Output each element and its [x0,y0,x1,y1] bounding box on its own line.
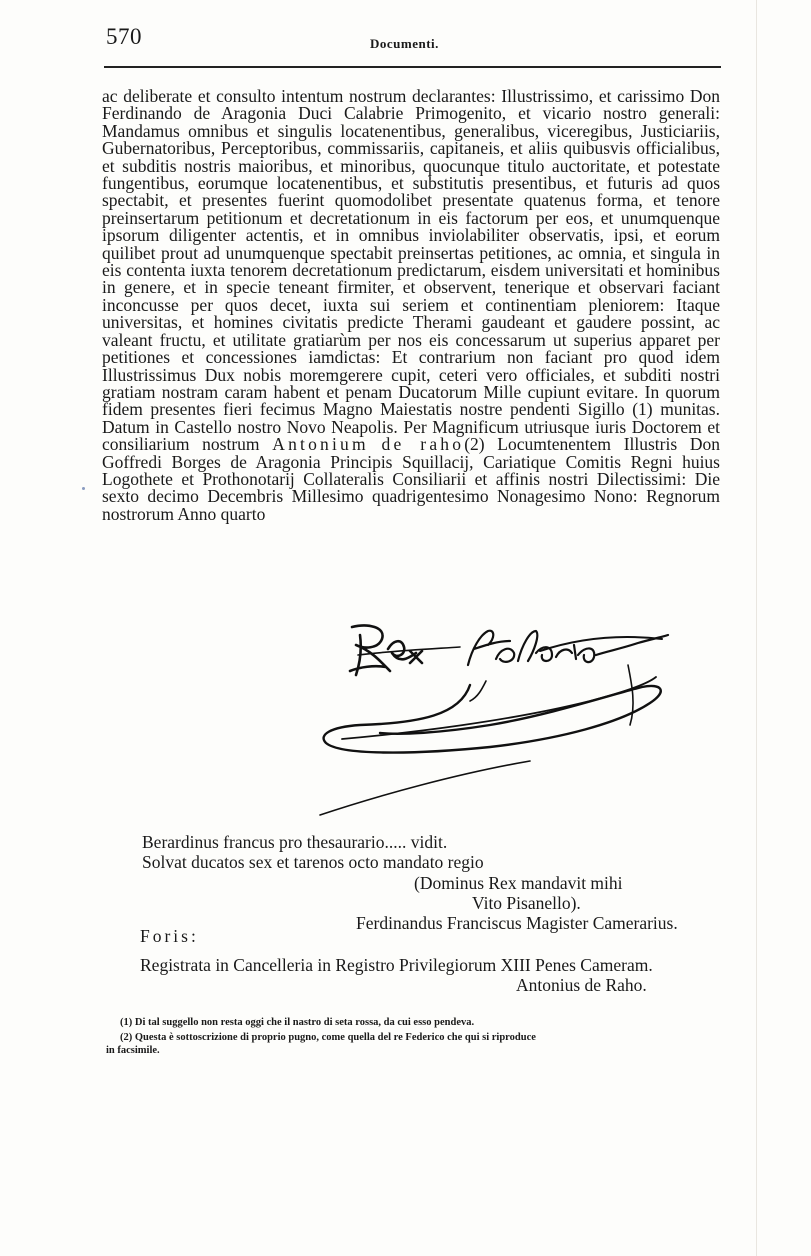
closing-line-pisanello: Vito Pisanello). [472,893,581,913]
body-paragraph: ac deliberate et consulto intentum nostrum declarantes: Illustrissimo, et carissimo Don Ferdinando de Aragonia Duci Calabrie Primogenito, et vicario nostro generali: Mandamus omnibus et singulis locatenentibus, generalibus, viceregibus, Justiciariis, Gubernatoribus, Perceptoribus, commissariis, capitaneis, et aliis quibusvis officialibus, et subditis nostris maioribus, et minoribus, quocunque titulo auctoritate, et potestate fungentibus, eorumque locatenentibus, et substitutis presentibus, et futuris ad quos spectabit, et presentes fuerint quomodolibet presentate quatenus forma, et tenore preinsertarum petitionum et decretationum in eis factorum per eos, et unumquenque ipsorum diligenter actentis, et in omnibus inviolabiliter observatis, ipsi, et eorum quilibet prout ad unumquenque spectabit preinsertas petitiones, ac omnia, et singula in eis contenta iuxta tenorem decretationum predictarum, eisdem universitati et hominibus in genere, et in specie teneant firmiter, et observent, tenerique et observari faciant inconcusse per quos decet, iuxta sui seriem et continentiam pleniorem: Itaque universitas, et homines civitatis predicte Therami gaudeant et gaudere possint, ac valeant fructu, et utilitate gratiarùm per nos eis concessarum ut superius apparet per petitiones et concessiones iamdictas: Et contrarium non faciant pro quod idem Illustrissimus Dux nobis moremgerere cupit, ceteri vero officiales, et subditi nostri gratiam nostram caram habent et penam Ducatorum Mille cupiunt evitare. In quorum fidem presentes fieri fecimus Magno Maiestatis nostre pendenti Sigillo (1) munitas. Datum in Castello nostro Novo Neapolis. Per Magnificum utriusque iuris Doctorem et consiliarium nostrum [102,86,720,455]
spaced-name-de-raho: de raho [381,434,465,455]
footnote-1: (1) Di tal suggello non resta oggi che il nastro di seta rossa, da cui esso pendeva. [120,1017,475,1028]
running-head: Documenti. [370,36,439,51]
page-edge [756,0,757,1256]
closing-line-solvat: Solvat ducatos sex et tarenos octo mandato regio [142,852,484,872]
document-body [102,88,720,523]
foris-label: Foris: [140,926,199,946]
closing-line-dominus-rex: (Dominus Rex mandavit mihi [414,873,623,893]
royal-signature-facsimile [290,605,710,830]
spaced-name-antonium: Antonium [272,434,369,455]
footnote-2-continued: in facsimile. [106,1045,160,1056]
closing-line-antonius: Antonius de Raho. [516,975,647,995]
margin-dot [82,487,85,490]
body-paragraph-continued: (2) Locumtenentem Illustris Don Goffredi Borges de Aragonia Principis Squillacij, Cariatique Comitis Regni huius Logothete et Prothonotarij Collateralis Consiliarii et affinis nostri Dilectissimi: Die sexto decimo Decembris Millesimo quadrigentesimo Nonagesimo Nono: Regnorum nostrorum Anno quarto [102,434,720,524]
closing-line-registrata: Registrata in Cancelleria in Registro Privilegiorum XIII Penes Cameram. [140,955,653,975]
header-rule [104,66,721,68]
footnote-2: (2) Questa è sottoscrizione di proprio pugno, come quella del re Federico che qui si riproduce [120,1032,536,1043]
page-number: 570 [106,24,142,49]
closing-line-camerarius: Ferdinandus Franciscus Magister Camerarius. [356,913,678,933]
closing-line-thesaurario: Berardinus francus pro thesaurario..... vidit. [142,832,448,852]
